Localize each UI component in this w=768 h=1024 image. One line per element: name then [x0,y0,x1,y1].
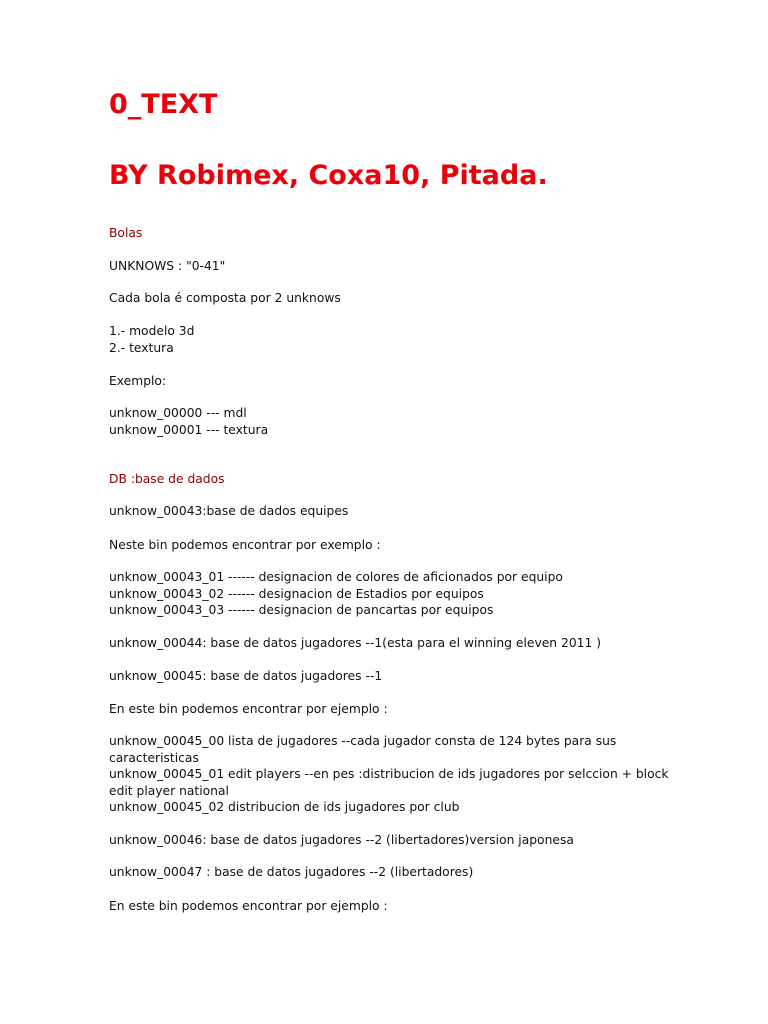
text-line: unknow_00047 : base de datos jugadores --2 (libertadores) [109,865,474,879]
document-title: 0_TEXT [109,89,218,120]
text-line: unknow_00001 --- textura [109,423,269,437]
text-line: unknow_00043_01 ------ designacion de colores de aficionados por equipo [109,570,563,584]
text-line: En este bin podemos encontrar por ejemplo : [109,702,388,716]
text-line: 1.- modelo 3d [109,324,195,338]
text-line: unknow_00043:base de dados equipes [109,504,349,518]
text-line: unknow_00045_00 lista de jugadores --cada jugador consta de 124 bytes para sus caracteristicas [109,734,621,765]
text-line: unknow_00043_02 ------ designacion de Estadios por equipos [109,587,484,601]
document-authors: BY Robimex, Coxa10, Pitada. [109,160,548,191]
section-heading-db: DB :base de dados [109,472,225,486]
section-heading-bolas: Bolas [109,226,143,240]
text-line: En este bin podemos encontrar por ejemplo : [109,899,388,913]
text-line: Neste bin podemos encontrar por exemplo : [109,538,381,552]
text-line: unknow_00046: base de datos jugadores --2 (libertadores)version japonesa [109,833,574,847]
text-line: 2.- textura [109,341,174,355]
text-line: Cada bola é composta por 2 unknows [109,291,341,305]
text-line: unknow_00045_02 distribucion de ids jugadores por club [109,800,460,814]
text-line: UNKNOWS : "0-41" [109,259,226,273]
text-line: unknow_00045_01 edit players --en pes :distribucion de ids jugadores por selccion + block edit player national [109,767,673,798]
text-line: Exemplo: [109,374,167,388]
text-line: unknow_00044: base de datos jugadores --1(esta para el winning eleven 2011 ) [109,636,601,650]
text-line: unknow_00043_03 ------ designacion de pancartas por equipos [109,603,494,617]
text-line: unknow_00000 --- mdl [109,406,247,420]
text-line: unknow_00045: base de datos jugadores --1 [109,669,383,683]
